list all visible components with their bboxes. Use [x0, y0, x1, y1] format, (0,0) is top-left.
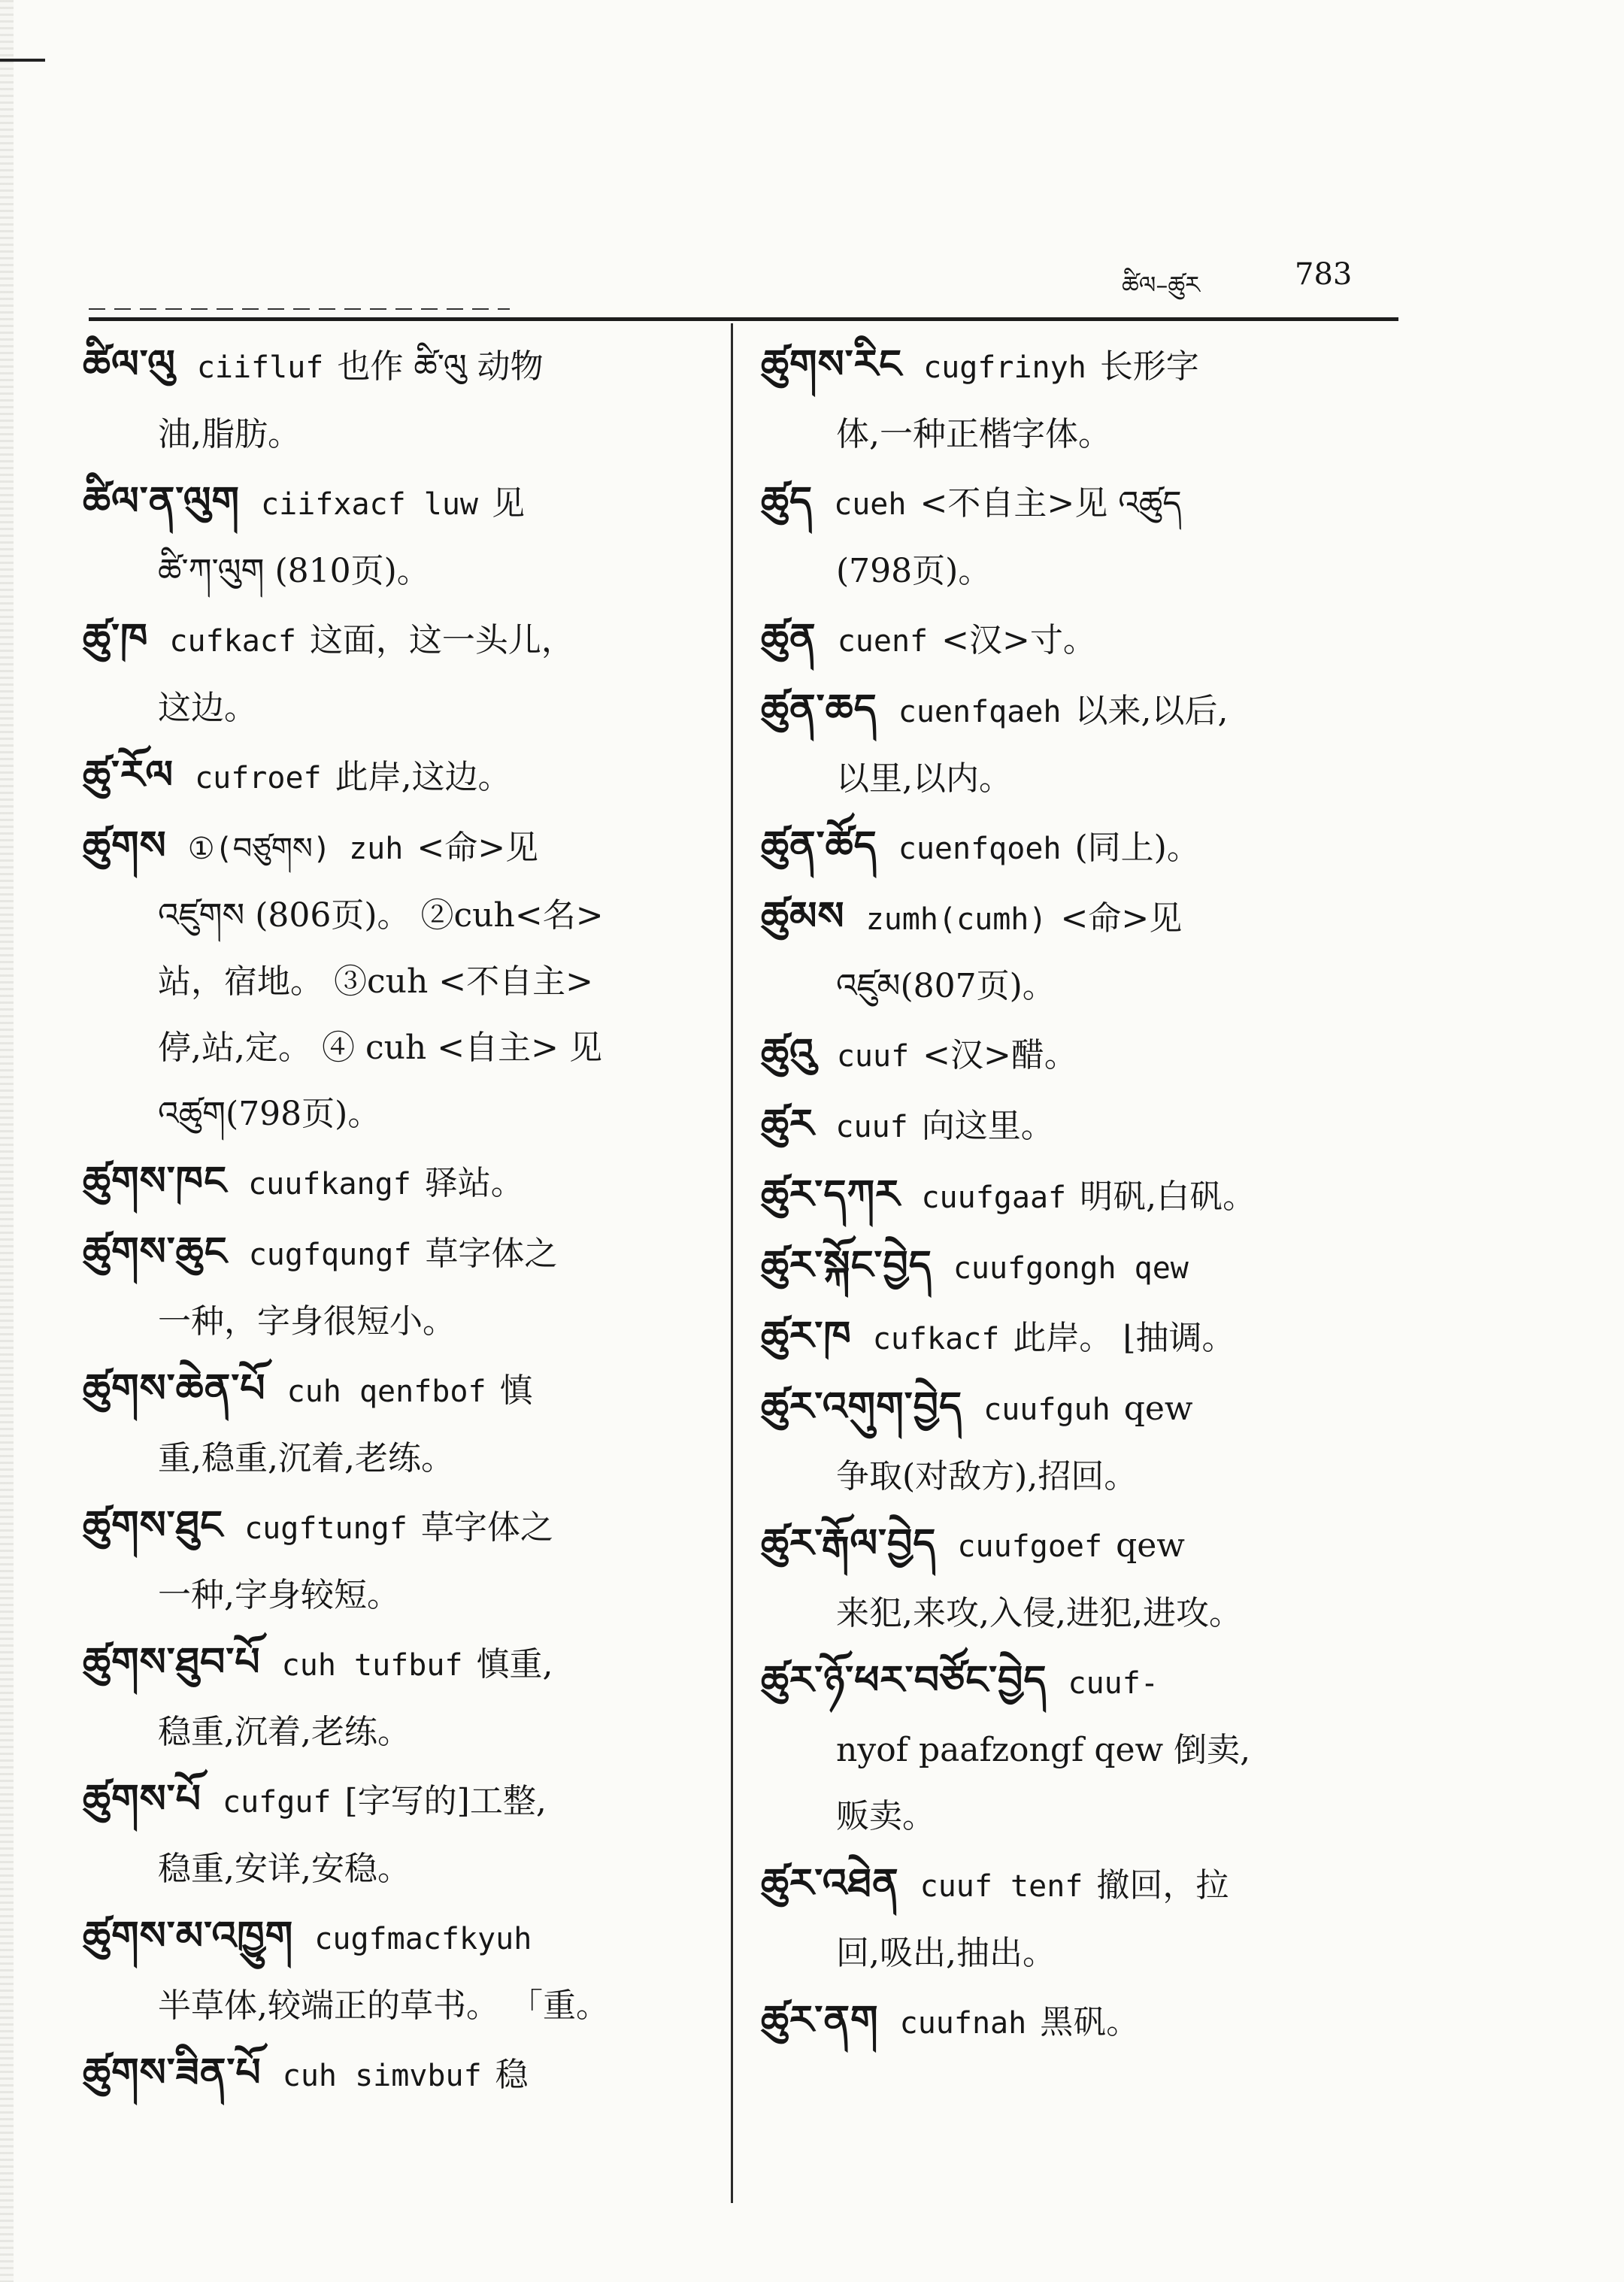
entry-headword: ཚུར་ཁ: [761, 1314, 852, 1359]
dictionary-entry: [83, 331, 714, 468]
dictionary-entry: [83, 468, 714, 605]
entry-headword: ཚུགས་ཆུང: [83, 1229, 228, 1274]
guide-words: ཚིལ–ཚུར: [1122, 271, 1201, 299]
right-column: [761, 331, 1400, 2057]
header-rule-dashed: [89, 308, 510, 310]
dictionary-entry: [761, 605, 1400, 675]
page-header: [0, 248, 1624, 316]
entry-headword: ཚུ་ཁ: [83, 616, 149, 661]
entry-romanization: cuenfqaeh: [898, 695, 1062, 729]
entry-headword: ཚུན་ཚོད: [761, 823, 877, 868]
entry-definition: 撤回，拉: [1096, 1866, 1229, 1905]
entry-romanization: cuufgongh qew: [953, 1251, 1189, 1286]
entry-definition-continued: 一种，字身很短小。: [158, 1302, 456, 1341]
entry-headword: ཚུགས་ཐུབ་པོ: [83, 1640, 261, 1685]
dictionary-entry: [761, 1987, 1400, 2057]
entry-headword: ཚུགས: [83, 823, 167, 868]
entry-definition: 这面，这一头儿，: [309, 621, 574, 659]
entry-definition-continued: 这边。: [158, 689, 257, 727]
entry-definition: 草字体之: [420, 1508, 553, 1547]
entry-romanization: cuuf: [836, 1039, 910, 1074]
dictionary-entry: [761, 1850, 1400, 1987]
column-divider: [731, 323, 733, 2203]
entry-romanization: cuufnah: [899, 2006, 1027, 2041]
entry-romanization: cuh tufbuf: [281, 1648, 463, 1683]
entry-romanization: ciifxacf luw: [261, 487, 479, 522]
entry-headword: ཚུགས་ཐུང: [83, 1503, 224, 1548]
dictionary-entry: [761, 1302, 1400, 1373]
dictionary-entry: [761, 1232, 1400, 1302]
entry-romanization: cuh qenfbof: [286, 1374, 486, 1409]
entry-romanization: ①(བཙུགས) zuh: [187, 832, 404, 866]
entry-headword: ཚུགས་ཆེན་པོ: [83, 1366, 266, 1411]
entry-definition: 慎: [499, 1371, 533, 1410]
entry-definition-continued: འཚུག(798页)。: [158, 1095, 381, 1133]
entry-definition-continued: 一种,字身较短。: [158, 1576, 400, 1614]
entry-definition: 也作 ཚི་ལུ 动物: [337, 347, 544, 386]
entry-romanization: cuufgaaf: [921, 1180, 1067, 1215]
entry-definition: <命>见: [1060, 899, 1183, 938]
entry-romanization: cugfqungf: [248, 1238, 412, 1272]
entry-romanization: ciifluf: [196, 350, 324, 385]
entry-definition: qew: [1123, 1390, 1193, 1428]
entry-definition: 明矾,白矾。: [1080, 1177, 1256, 1216]
entry-romanization: cugfrinyh: [923, 350, 1086, 385]
entry-romanization: zumh(cumh): [865, 902, 1047, 937]
dictionary-entry: [83, 2039, 714, 2110]
dictionary-entry: [761, 1090, 1400, 1161]
entry-romanization: cuufkangf: [248, 1167, 411, 1202]
entry-romanization: cuuf-: [1068, 1666, 1159, 1701]
entry-definition-continued: 稳重,安详,安稳。: [158, 1850, 411, 1888]
dictionary-entry: [761, 331, 1400, 468]
entry-definition-continued: 稳重,沉着,老练。: [158, 1713, 411, 1751]
entry-romanization: cufguf: [222, 1785, 332, 1820]
entry-definition: 向这里。: [921, 1107, 1054, 1145]
entry-definition: <不自主>见 འཚུད: [920, 484, 1182, 523]
entry-definition: 长形字: [1099, 347, 1199, 386]
dictionary-entry: [83, 1492, 714, 1629]
dictionary-entry: [83, 1629, 714, 1765]
dictionary-entry: [761, 883, 1400, 1020]
entry-romanization: cuufgoef: [957, 1529, 1103, 1564]
entry-headword: ཚུགས་མ་འཁྱུག: [83, 1914, 294, 1959]
dictionary-entry: [761, 1373, 1400, 1510]
entry-definition: [字写的]工整,: [344, 1782, 547, 1820]
entry-romanization: cufkacf: [872, 1322, 1000, 1356]
entry-definition-continued: འཛུམ(807页)。: [836, 967, 1056, 1005]
entry-romanization: cufroef: [195, 761, 322, 796]
entry-headword: ཚུར་འགུག་བྱེད: [761, 1384, 963, 1429]
entry-headword: ཚིལ་ལུ: [83, 342, 176, 387]
entry-headword: ཚུགས་ཟིན་པོ: [83, 2050, 262, 2096]
entry-headword: ཚུར་དཀར: [761, 1172, 901, 1217]
entry-definition: 慎重,: [476, 1645, 553, 1683]
entry-definition-continued: 回,吸出,抽出。: [836, 1934, 1056, 1972]
dictionary-entry: [761, 675, 1400, 812]
entry-definition: <汉>寸。: [941, 621, 1096, 659]
entry-definition-continued: 来犯,来攻,入侵,进犯,进攻。: [836, 1594, 1242, 1632]
entry-definition-continued: 站，宿地。 ③cuh <不自主>: [158, 962, 594, 1001]
dictionary-entry: [761, 1647, 1400, 1850]
entry-definition: 黑矾。: [1040, 2003, 1140, 2041]
entry-definition-continued: (798页)。: [836, 552, 992, 590]
entry-romanization: cugfmacfkyuh: [314, 1922, 532, 1956]
entry-headword: ཚུ་རོལ: [83, 753, 174, 798]
header-rule: [89, 317, 1398, 321]
page-number: 783: [1295, 257, 1353, 292]
entry-definition-continued: 争取(对敌方),招回。: [836, 1457, 1138, 1496]
entry-romanization: cueh: [834, 487, 907, 522]
entry-romanization: cuuf: [835, 1110, 908, 1144]
entry-romanization: cuh simvbuf: [282, 2059, 482, 2093]
entry-definition: 稳: [495, 2056, 529, 2094]
entry-headword: ཚུམས: [761, 894, 845, 939]
entry-definition: 此岸。 ⌊抽调。: [1013, 1319, 1235, 1357]
entry-definition-continued: 体,一种正楷字体。: [836, 415, 1111, 453]
entry-romanization: cuenf: [837, 624, 929, 659]
entry-headword: ཚུགས་པོ: [83, 1777, 201, 1822]
entry-definition: (同上)。: [1074, 829, 1200, 867]
entry-headword: ཚུགས་ཁང: [83, 1159, 228, 1204]
entry-definition: qew: [1116, 1526, 1185, 1565]
entry-definition: 驿站。: [424, 1164, 524, 1202]
dictionary-entry: [761, 1020, 1400, 1090]
entry-headword: ཚུར་འཐེན: [761, 1861, 899, 1906]
dictionary-entry: [761, 1510, 1400, 1647]
entry-romanization: cuuf tenf: [920, 1869, 1083, 1904]
entry-headword: ཚིལ་ན་ལུག: [83, 479, 241, 524]
dictionary-entry: [83, 1765, 714, 1902]
entry-headword: ཚུན: [761, 616, 817, 661]
dictionary-entry: [83, 1355, 714, 1492]
entry-definition: <命>见: [417, 829, 539, 867]
dictionary-entry: [83, 605, 714, 741]
entry-definition-continued: 停,站,定。 ④ cuh <自主> 见: [158, 1029, 602, 1067]
entry-headword: ཚུར་ཉོ་ཕར་བཙོང་བྱེད: [761, 1658, 1047, 1703]
entry-definition-continued: ཚི་ཀ་ལུག (810页)。: [158, 552, 430, 590]
entry-romanization: cuufguh: [983, 1393, 1110, 1427]
corner-mark: [0, 59, 45, 62]
entry-definition-continued: འཛུགས (806页)。 ②cuh<名>: [158, 896, 604, 935]
entry-definition: <汉>醋。: [923, 1036, 1077, 1074]
entry-definition-continued: 油,脂肪。: [158, 415, 301, 453]
dictionary-entry: [761, 812, 1400, 883]
entry-definition: 以来,以后,: [1074, 692, 1229, 730]
entry-headword: ཚུར་སྐོང་བྱེད: [761, 1243, 932, 1288]
entry-definition: 此岸,这边。: [335, 758, 511, 796]
dictionary-entry: [83, 1147, 714, 1218]
entry-definition-continued: nyof paafzongf qew 倒卖,: [836, 1731, 1251, 1769]
entry-romanization: cugftungf: [244, 1511, 408, 1546]
entry-headword: ཚུར་ནག: [761, 1998, 879, 2043]
dictionary-entry: [83, 741, 714, 812]
entry-definition: 草字体之: [425, 1235, 558, 1273]
entry-definition-continued: 贩卖。: [836, 1797, 935, 1835]
entry-definition: 见: [492, 484, 526, 523]
entry-headword: ཚུར: [761, 1102, 815, 1147]
dictionary-entry: [761, 1161, 1400, 1232]
dictionary-entry: [83, 1218, 714, 1355]
entry-definition-continued: 重,稳重,沉着,老练。: [158, 1439, 454, 1477]
entry-definition-continued: 半草体,较端正的草书。 「重。: [158, 1987, 609, 2025]
dictionary-entry: [83, 812, 714, 1147]
entry-headword: ཚུར་རྒོལ་བྱེད: [761, 1521, 937, 1566]
entry-headword: ཚུའུ: [761, 1031, 816, 1076]
entry-definition-continued: 以里,以内。: [836, 759, 1012, 798]
entry-romanization: cuenfqoeh: [898, 832, 1062, 866]
entry-romanization: cufkacf: [169, 624, 296, 659]
dictionary-entry: [761, 468, 1400, 605]
entry-headword: ཚུད: [761, 479, 814, 524]
dictionary-entry: [83, 1902, 714, 2039]
entry-headword: ཚུན་ཆད: [761, 686, 877, 732]
left-column: [83, 331, 714, 2110]
scan-edge: [0, 0, 14, 2282]
entry-headword: ཚུགས་རིང: [761, 342, 903, 387]
